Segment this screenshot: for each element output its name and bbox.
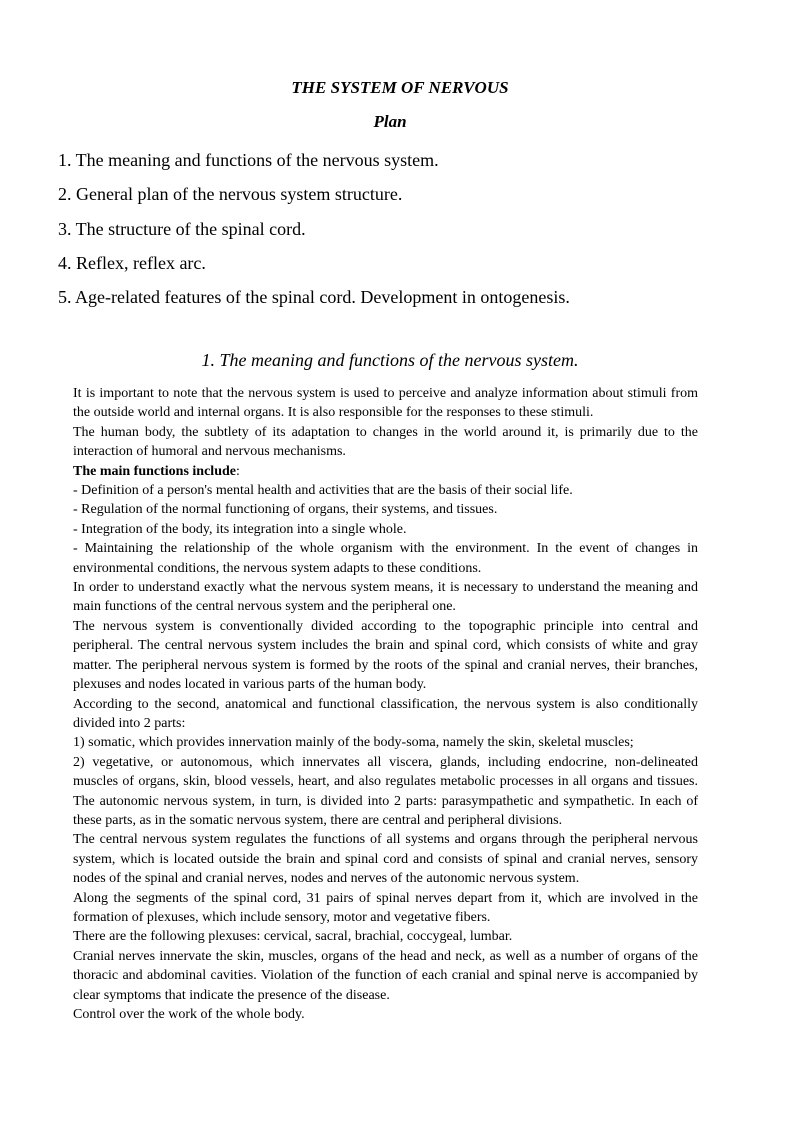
plan-item: 3. The structure of the spinal cord.: [58, 218, 306, 239]
paragraph: The central nervous system regulates the functions of all systems and organs through the peripheral nervous system, which is located outside the brain and spinal cord and consists of spinal and cranial nerves, sensory nodes of the spinal and cranial nerves, nodes and nerves of the autonomic nervous system.: [73, 832, 698, 887]
list-item: 1) somatic, which provides innervation mainly of the body-soma, namely the skin, skeletal muscles;: [73, 735, 634, 751]
function-item: - Integration of the body, its integration into a single whole.: [73, 521, 407, 537]
main-functions-heading: [73, 462, 698, 481]
paragraph: Control over the work of the whole body.: [73, 1007, 305, 1022]
function-item: - Regulation of the normal functioning of organs, their systems, and tissues.: [73, 502, 498, 518]
paragraph: In order to understand exactly what the nervous system means, it is necessary to understand the meaning and main functions of the central nervous system and the peripheral one.: [73, 580, 698, 615]
paragraph: Cranial nerves innervate the skin, muscles, organs of the head and neck, as well as a number of organs of the thoracic and abdominal cavities. Violation of the function of each cranial and spinal nerve is accompanied by clear symptoms that indicate the presence of the disease.: [73, 948, 698, 1003]
document-title: THE SYSTEM OF NERVOUS: [291, 78, 509, 97]
paragraph: According to the second, anatomical and functional classification, the nervous system is also conditionally divided into 2 parts:: [73, 696, 698, 731]
plan-item: 4. Reflex, reflex arc.: [58, 252, 206, 273]
plan-item: 2. General plan of the nervous system structure.: [58, 184, 403, 205]
function-item: - Maintaining the relationship of the whole organism with the environment. In the event of changes in environmental conditions, the nervous system adapts to these conditions.: [73, 541, 698, 576]
plan-item: 5. Age-related features of the spinal cord. Development in ontogenesis.: [58, 287, 570, 308]
paragraph: The nervous system is conventionally divided according to the topographic principle into central and peripheral. The central nervous system includes the brain and spinal cord, which consists of white and gray matter. The peripheral nervous system is formed by the roots of the spinal and cranial nerves, their branches, plexuses and nodes located in various parts of the human body.: [73, 618, 698, 693]
main-functions-label: The main functions include: [73, 463, 236, 479]
paragraph: It is important to note that the nervous system is used to perceive and analyze information about stimuli from the outside world and internal organs. It is also responsible for the responses to these stimuli.: [73, 386, 698, 421]
paragraph: The human body, the subtlety of its adaptation to changes in the world around it, is primarily due to the interaction of humoral and nervous mechanisms.: [73, 424, 698, 460]
list-item: 2) vegetative, or autonomous, which innervates all viscera, glands, including endocrine, non-delineated muscles of organs, skin, blood vessels, heart, and also regulates metabolic processes in all organs and tissues. The autonomic nervous system, in turn, is divided into 2 parts: parasympathetic and sympathetic. In each of these parts, as in the somatic nervous system, there are central and peripheral divisions.: [73, 754, 698, 828]
main-functions-colon: :: [235, 463, 240, 479]
plan-heading: Plan: [373, 112, 407, 131]
function-item: - Definition of a person's mental health and activities that are the basis of their social life.: [73, 483, 573, 499]
section-body: [73, 384, 698, 1024]
plan-list: [58, 143, 758, 314]
paragraph: There are the following plexuses: cervical, sacral, brachial, coccygeal, lumbar.: [73, 929, 513, 945]
paragraph: Along the segments of the spinal cord, 31 pairs of spinal nerves depart from it, which are involved in the formation of plexuses, which include sensory, motor and vegetative fibers.: [73, 890, 698, 925]
plan-item: 1. The meaning and functions of the nervous system.: [58, 150, 439, 170]
section-heading: 1. The meaning and functions of the nervous system.: [201, 350, 579, 370]
